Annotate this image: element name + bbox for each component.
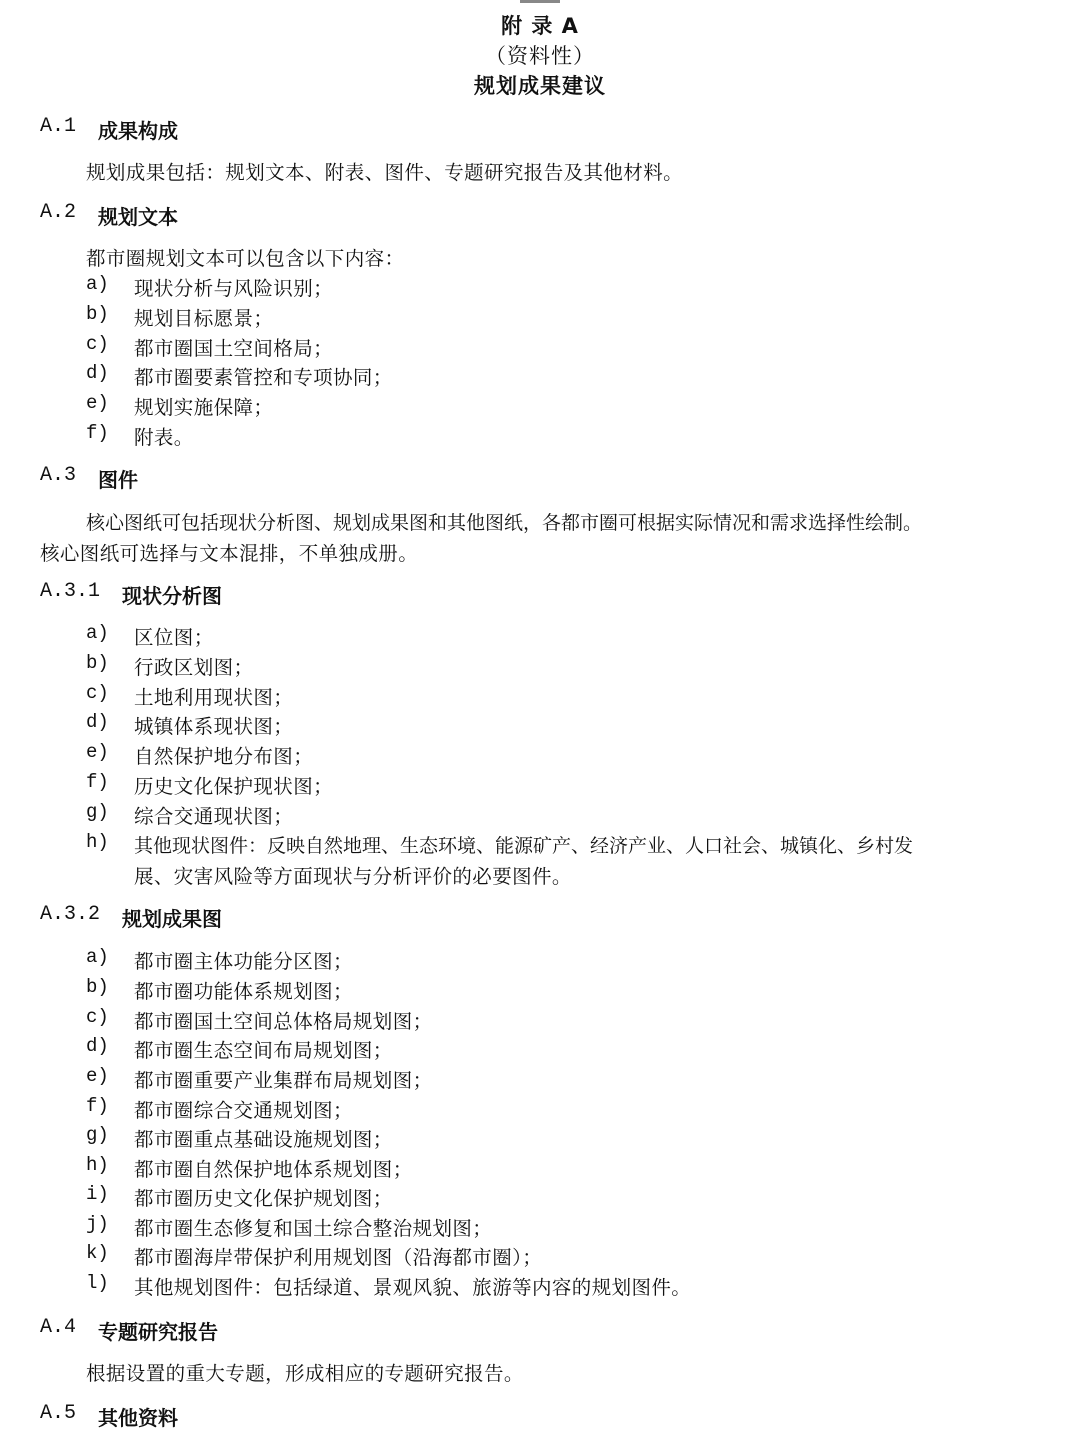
list-item-text: 规划目标愿景； <box>134 307 274 330</box>
list-item-text: 综合交通现状图； <box>134 805 294 828</box>
section-title-a2: 规划文本 <box>98 205 178 229</box>
appendix-nature: （资料性） <box>485 44 595 68</box>
list-item-label: g) <box>86 1124 109 1146</box>
list-item-label: d) <box>86 711 109 733</box>
list-item-text: 都市圈海岸带保护利用规划图（沿海都市圈）； <box>134 1246 543 1269</box>
appendix-heading: 附 录 A <box>501 14 579 38</box>
section-number-a4: A.4 <box>40 1316 77 1339</box>
list-item-text: 都市圈综合交通规划图； <box>134 1099 353 1122</box>
list-item-label: c) <box>86 682 109 704</box>
list-item-text: 都市圈功能体系规划图； <box>134 980 353 1003</box>
list-item-label: e) <box>86 741 109 763</box>
list-item-text: 规划实施保障； <box>134 396 274 419</box>
section-number-a32: A.3.2 <box>40 903 101 926</box>
a1-paragraph: 规划成果包括：规划文本、附表、图件、专题研究报告及其他材料。 <box>86 161 684 184</box>
list-item-text: 自然保护地分布图； <box>134 745 314 768</box>
a4-paragraph: 根据设置的重大专题，形成相应的专题研究报告。 <box>86 1362 524 1385</box>
list-item-text-continued: 展、灾害风险等方面现状与分析评价的必要图件。 <box>134 865 572 888</box>
list-item-label: a) <box>86 273 109 295</box>
list-item-text: 都市圈国土空间格局； <box>134 337 334 360</box>
section-title-a32: 规划成果图 <box>122 907 222 931</box>
section-title-a4: 专题研究报告 <box>98 1320 218 1344</box>
list-item-text: 都市圈重要产业集群布局规划图； <box>134 1069 433 1092</box>
list-item-label: f) <box>86 771 109 793</box>
list-item-label: h) <box>86 1154 109 1176</box>
section-number-a5: A.5 <box>40 1402 77 1425</box>
list-item-text: 都市圈国土空间总体格局规划图； <box>134 1010 433 1033</box>
list-item-text: 都市圈历史文化保护规划图； <box>134 1187 393 1210</box>
list-item-label: b) <box>86 652 109 674</box>
top-edge-mark <box>520 0 560 3</box>
list-item-text: 历史文化保护现状图； <box>134 775 334 798</box>
list-item-label: d) <box>86 1035 109 1057</box>
section-number-a31: A.3.1 <box>40 580 101 603</box>
list-item-label: a) <box>86 946 109 968</box>
list-item-label: e) <box>86 392 109 414</box>
list-item-text: 都市圈重点基础设施规划图； <box>134 1128 393 1151</box>
list-item-label: b) <box>86 976 109 998</box>
section-title-a5: 其他资料 <box>98 1406 178 1430</box>
list-item-label: k) <box>86 1242 109 1264</box>
a3-paragraph-line1: 核心图纸可包括现状分析图、规划成果图和其他图纸，各都市圈可根据实际情况和需求选择性绘制。 <box>86 512 923 534</box>
section-title-a3: 图件 <box>98 468 138 492</box>
list-item-text: 都市圈自然保护地体系规划图； <box>134 1158 413 1181</box>
list-item-text: 城镇体系现状图； <box>134 715 294 738</box>
list-item-text: 区位图； <box>134 626 214 649</box>
list-item-label: h) <box>86 831 109 853</box>
list-item-text: 都市圈生态空间布局规划图； <box>134 1039 393 1062</box>
list-item-text: 其他规划图件：包括绿道、景观风貌、旅游等内容的规划图件。 <box>134 1276 692 1299</box>
section-title-a31: 现状分析图 <box>122 584 222 608</box>
list-item-label: l) <box>86 1272 109 1294</box>
list-item-label: b) <box>86 303 109 325</box>
list-item-label: j) <box>86 1213 109 1235</box>
list-item-text: 都市圈主体功能分区图； <box>134 950 353 973</box>
appendix-title: 规划成果建议 <box>474 74 606 98</box>
list-item-text: 都市圈要素管控和专项协同； <box>134 366 393 389</box>
list-item-label: d) <box>86 362 109 384</box>
section-number-a2: A.2 <box>40 201 77 224</box>
list-item-label: f) <box>86 422 109 444</box>
list-item-label: a) <box>86 622 109 644</box>
list-item-text: 土地利用现状图； <box>134 686 294 709</box>
list-item-label: i) <box>86 1183 109 1205</box>
list-item-text: 附表。 <box>134 426 194 449</box>
list-item-label: g) <box>86 801 109 823</box>
section-number-a1: A.1 <box>40 115 77 138</box>
list-item-label: e) <box>86 1065 109 1087</box>
a2-intro: 都市圈规划文本可以包含以下内容： <box>86 247 405 270</box>
a3-paragraph-line2: 核心图纸可选择与文本混排，不单独成册。 <box>40 542 419 565</box>
list-item-text: 行政区划图； <box>134 656 254 679</box>
list-item-label: c) <box>86 1006 109 1028</box>
list-item-label: c) <box>86 333 109 355</box>
list-item-text: 现状分析与风险识别； <box>134 277 334 300</box>
list-item-label: f) <box>86 1095 109 1117</box>
list-item-text: 其他现状图件：反映自然地理、生态环境、能源矿产、经济产业、人口社会、城镇化、乡村发 <box>134 835 914 857</box>
section-number-a3: A.3 <box>40 464 77 487</box>
list-item-text: 都市圈生态修复和国土综合整治规划图； <box>134 1217 493 1240</box>
section-title-a1: 成果构成 <box>98 119 178 143</box>
